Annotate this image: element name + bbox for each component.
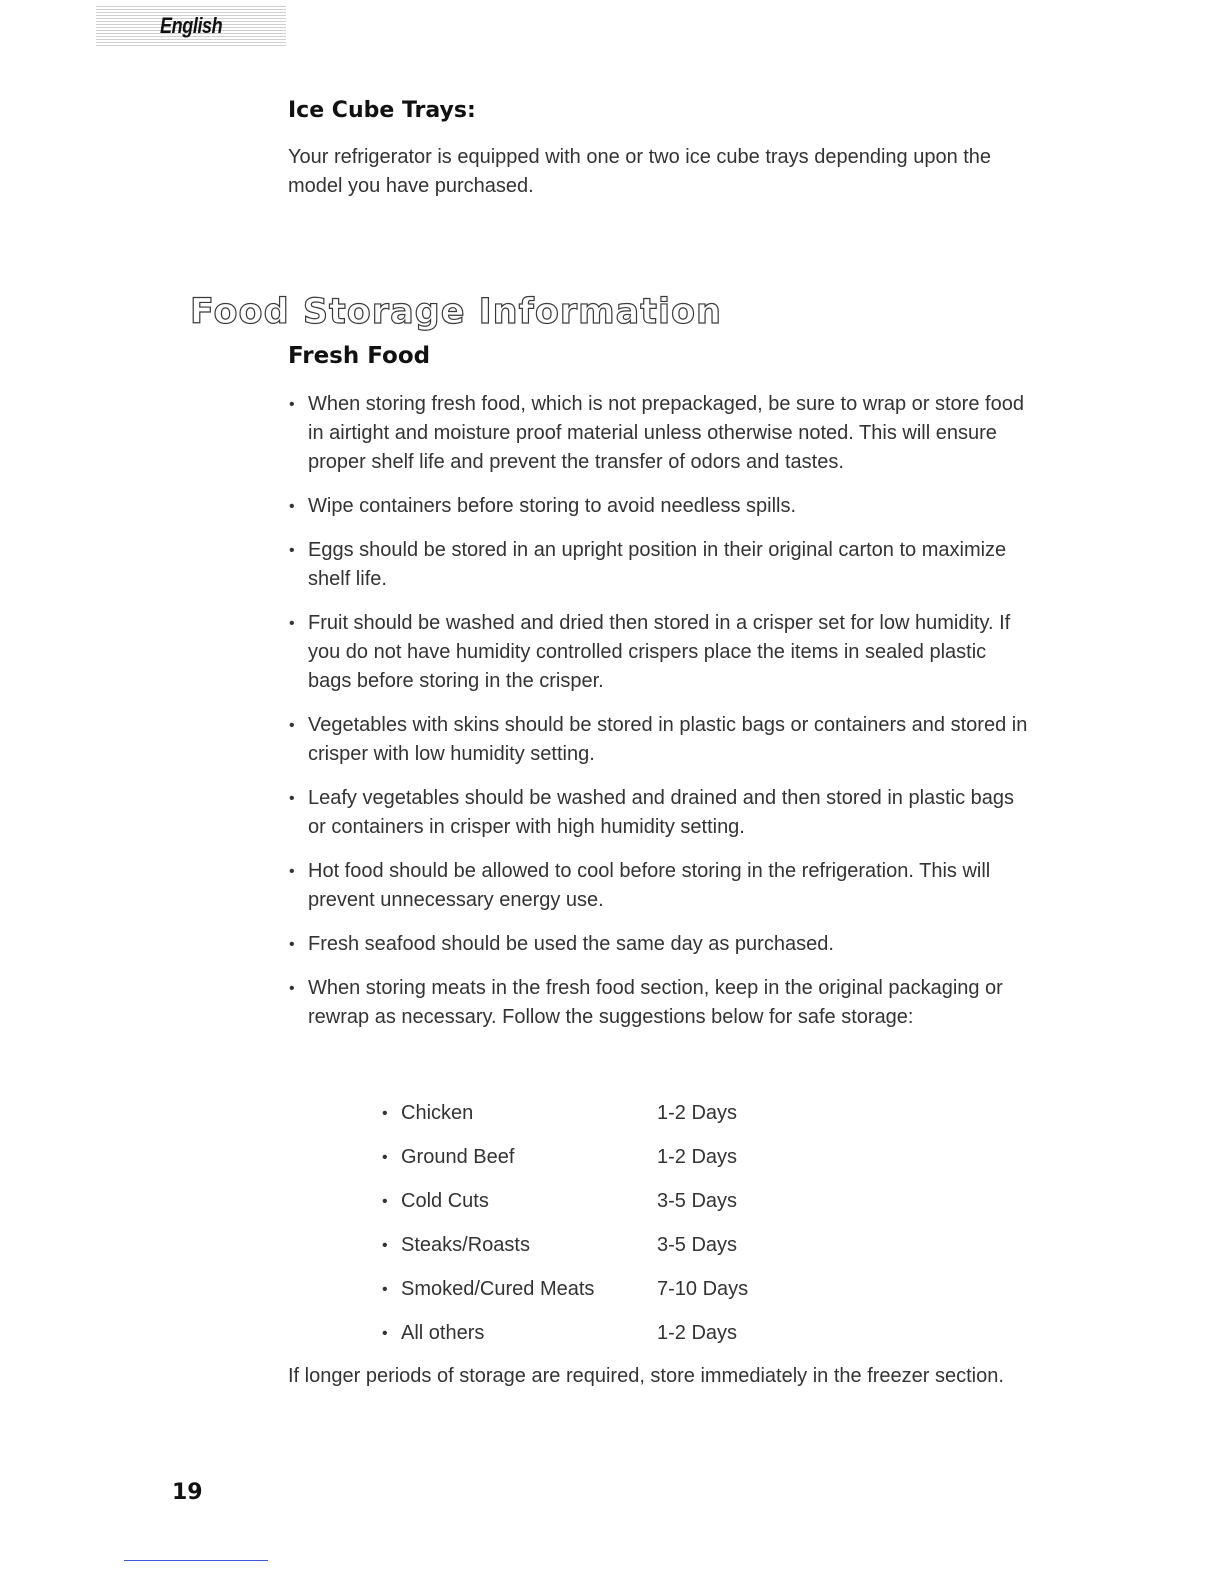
closing-paragraph: If longer periods of storage are required, store immediately in the freezer section. — [288, 1365, 1004, 1387]
list-item: • Fruit should be washed and dried then stored in a crisper set for low humidity. If you do not have humidity controlled crispers place the items in sealed plastic bags before storing in the crisper. — [288, 609, 1028, 696]
bullet-icon: • — [382, 1105, 388, 1122]
table-row — [380, 1143, 800, 1187]
meat-duration: 7-10 Days — [657, 1278, 749, 1300]
fresh-food-list — [288, 390, 1028, 1047]
list-item: • Eggs should be stored in an upright position in their original carton to maximize shelf life. — [288, 536, 1028, 594]
table-row — [380, 1319, 800, 1363]
footer-rule — [124, 1560, 268, 1561]
list-item: • Hot food should be allowed to cool before storing in the refrigeration. This will prevent unnecessary energy use. — [288, 857, 1028, 915]
meat-storage-table — [380, 1099, 800, 1363]
language-tab — [96, 6, 286, 46]
bullet-icon: • — [382, 1193, 388, 1210]
bullet-icon: • — [289, 717, 295, 734]
list-item: • When storing meats in the fresh food section, keep in the original packaging or rewrap as necessary. Follow the suggestions below for safe storage: — [288, 974, 1028, 1032]
table-row — [380, 1231, 800, 1275]
bullet-icon: • — [289, 396, 295, 413]
fresh-food-heading: Fresh Food — [288, 343, 431, 369]
meat-name: Smoked/Cured Meats — [401, 1278, 595, 1300]
meat-duration: 1-2 Days — [657, 1146, 738, 1168]
meat-duration: 3-5 Days — [657, 1190, 738, 1212]
list-item: • Leafy vegetables should be washed and drained and then stored in plastic bags or containers in crisper with high humidity setting. — [288, 784, 1028, 842]
meat-name: Ground Beef — [401, 1146, 515, 1168]
bullet-icon: • — [289, 615, 295, 632]
list-item: • Vegetables with skins should be stored in plastic bags or containers and stored in crisper with low humidity setting. — [288, 711, 1028, 769]
list-item: • When storing fresh food, which is not prepackaged, be sure to wrap or store food in airtight and moisture proof material unless otherwise noted. This will ensure proper shelf life and prevent the transfer of odors and tastes. — [288, 390, 1028, 477]
ice-cube-heading: Ice Cube Trays: — [288, 98, 476, 123]
bullet-icon: • — [289, 498, 295, 515]
list-item: • Wipe containers before storing to avoid needless spills. — [288, 492, 1028, 521]
page-number: 19 — [172, 1480, 203, 1505]
ice-cube-paragraph: Your refrigerator is equipped with one or two ice cube trays depending upon the model you have purchased. — [288, 146, 992, 197]
bullet-icon: • — [289, 936, 295, 953]
list-item: • Fresh seafood should be used the same day as purchased. — [288, 930, 1028, 959]
table-row — [380, 1187, 800, 1231]
bullet-icon: • — [382, 1281, 388, 1298]
meat-duration: 3-5 Days — [657, 1234, 738, 1256]
bullet-icon: • — [382, 1325, 388, 1342]
bullet-icon: • — [289, 790, 295, 807]
meat-name: Chicken — [401, 1102, 474, 1124]
meat-name: Steaks/Roasts — [401, 1234, 530, 1256]
table-row — [380, 1275, 800, 1319]
bullet-icon: • — [289, 863, 295, 880]
meat-duration: 1-2 Days — [657, 1102, 738, 1124]
table-row — [380, 1099, 800, 1143]
meat-name: All others — [401, 1322, 485, 1344]
meat-duration: 1-2 Days — [657, 1322, 738, 1344]
meat-name: Cold Cuts — [401, 1190, 489, 1212]
bullet-icon: • — [289, 980, 295, 997]
bullet-icon: • — [289, 542, 295, 559]
language-label: English — [160, 13, 223, 38]
bullet-icon: • — [382, 1149, 388, 1166]
bullet-icon: • — [382, 1237, 388, 1254]
section-title: Food Storage Information — [190, 292, 722, 332]
